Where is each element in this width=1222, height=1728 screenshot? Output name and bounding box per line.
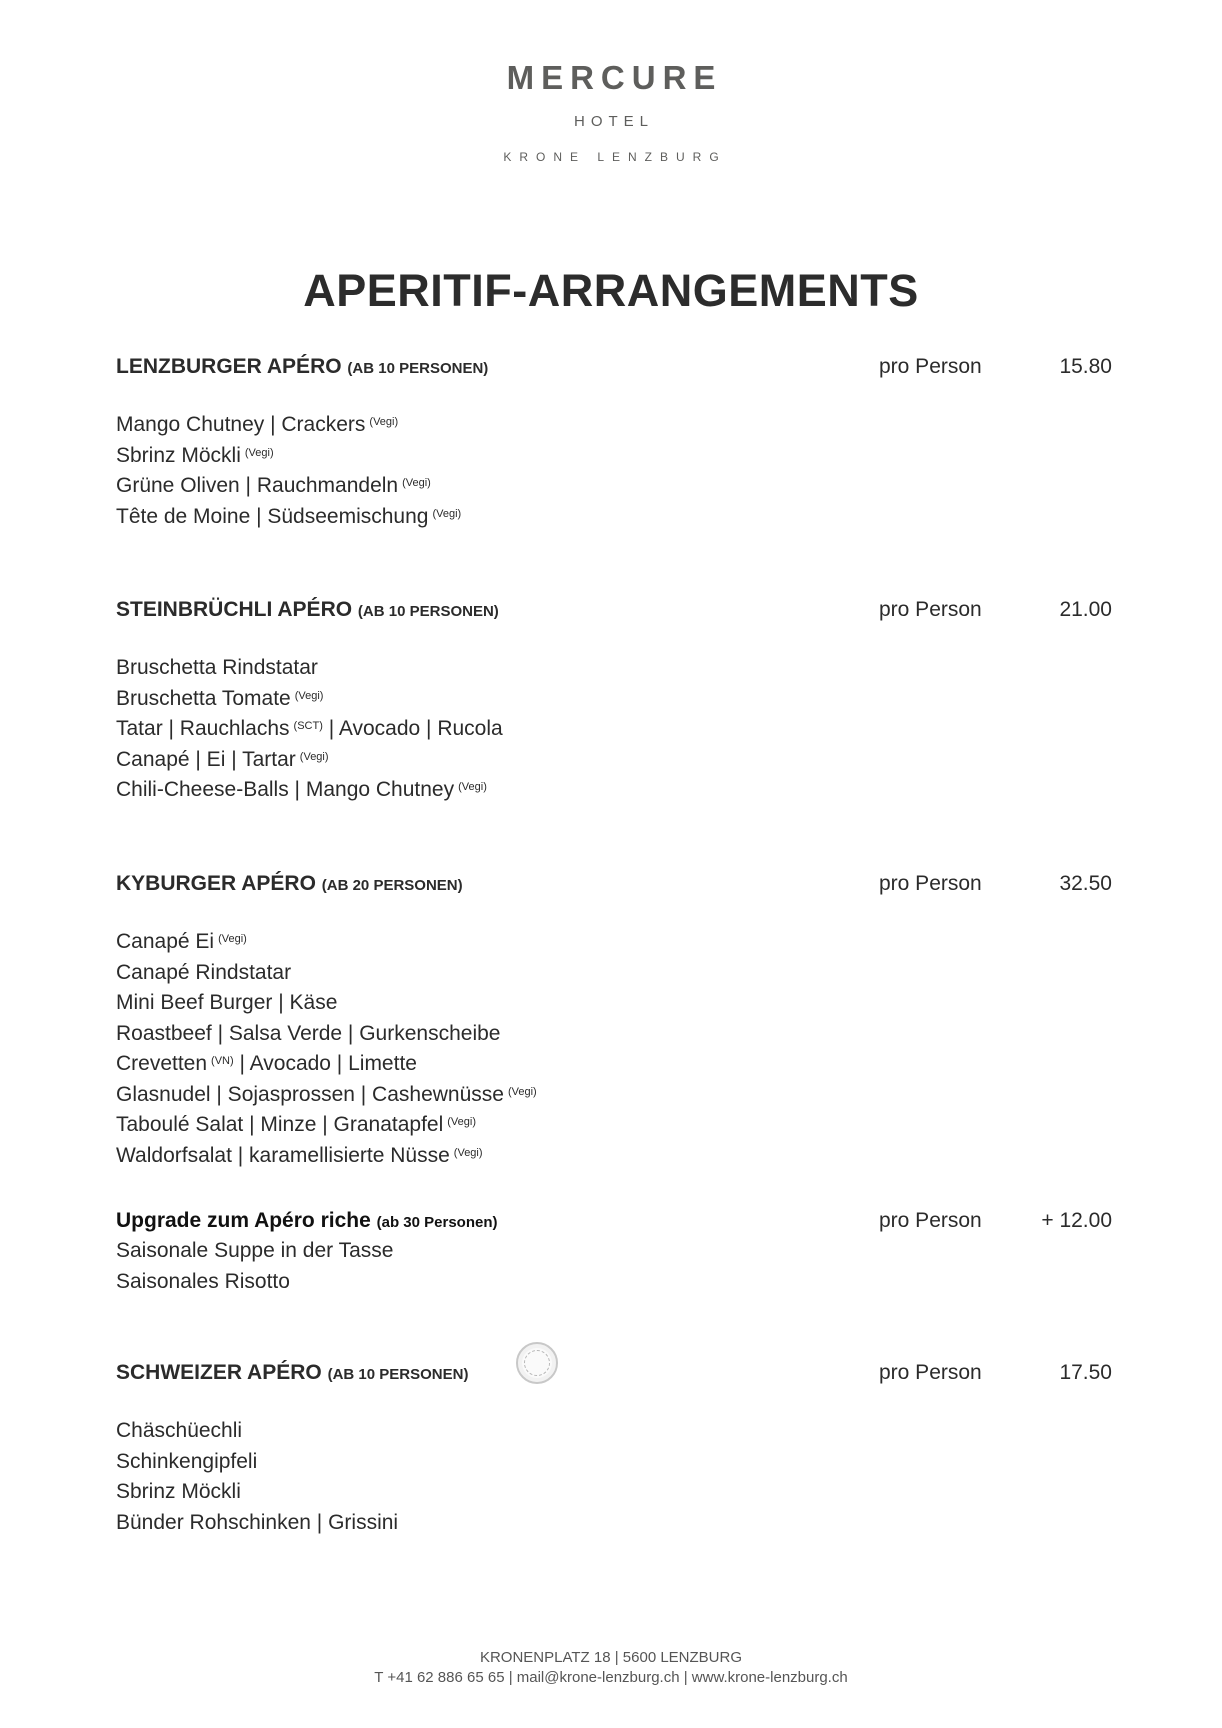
- list-item: Bruschetta Tomate $^{(Vegi)}$: [116, 686, 324, 710]
- section-steinbruechli: [116, 595, 1112, 806]
- list-item: Bünder Rohschinken | Grissini: [116, 1510, 399, 1534]
- discover-local-badge-icon: [516, 1342, 558, 1384]
- section-note: (AB 10 PERSONEN): [357, 603, 499, 620]
- item-list: [116, 653, 1112, 806]
- unit-label: pro Person: [879, 1209, 982, 1232]
- unit-label: pro Person: [879, 598, 982, 621]
- list-item: Waldorfsalat | karamellisierte Nüsse $^{(Vegi)}$: [116, 1143, 483, 1167]
- logo-brand: MERCURE: [506, 59, 723, 96]
- list-item: Canapé Ei $^{(Vegi)}$: [116, 930, 247, 953]
- price: 21.00: [1059, 598, 1112, 621]
- list-item: Saisonales Risotto: [116, 1269, 290, 1293]
- list-item: Glasnudel | Sojasprossen | Cashewnüsse $^{(Vegi)}$: [116, 1082, 537, 1106]
- footer: [0, 1648, 1222, 1688]
- section-header: [116, 1206, 1112, 1236]
- section-header: [116, 869, 1112, 899]
- section-header: [116, 352, 1112, 382]
- list-item: Crevetten $^{(VN)}$ | Avocado | Limette: [116, 1052, 417, 1075]
- section-lenzburger: [116, 352, 1112, 532]
- list-item: Saisonale Suppe in der Tasse: [116, 1239, 394, 1262]
- list-item: Sbrinz Möckli $^{(Vegi)}$: [116, 443, 274, 467]
- logo-location: KRONE LENZBURG: [503, 150, 727, 164]
- unit-label: pro Person: [879, 355, 982, 378]
- footer-address: KRONENPLATZ 18 | 5600 LENZBURG: [479, 1649, 743, 1666]
- logo-sub: HOTEL: [573, 113, 654, 130]
- list-item: Tête de Moine | Südseemischung $^{(Vegi)}$: [116, 504, 462, 528]
- item-list: [116, 410, 1112, 532]
- item-list: [116, 927, 1112, 1171]
- page-title: APERITIF-ARRANGEMENTS: [303, 265, 919, 316]
- section-note: (ab 30 Personen): [376, 1214, 498, 1231]
- price: + 12.00: [1041, 1209, 1112, 1232]
- section-kyburger: [116, 869, 1112, 1171]
- list-item: Mango Chutney | Crackers $^{(Vegi)}$: [116, 413, 399, 436]
- section-title: Upgrade zum Apéro riche (ab 30 Personen): [116, 1209, 498, 1232]
- section-schweizer: [116, 1358, 1112, 1538]
- list-item: Schinkengipfeli: [116, 1449, 258, 1473]
- section-title: LENZBURGER APÉRO (AB 10 PERSONEN): [116, 355, 489, 378]
- list-item: Chäschüechli: [116, 1419, 243, 1442]
- section-header: [116, 595, 1112, 625]
- unit-label: pro Person: [879, 872, 982, 895]
- footer-contact: T +41 62 886 65 65 | mail@krone-lenzburg.ch | www.krone-lenzburg.ch: [374, 1669, 848, 1686]
- list-item: Taboulé Salat | Minze | Granatapfel $^{(Vegi)}$: [116, 1113, 477, 1136]
- section-header: [116, 1358, 1112, 1388]
- section-upgrade: [116, 1206, 1112, 1297]
- unit-label: pro Person: [879, 1361, 982, 1384]
- list-item: Roastbeef | Salsa Verde | Gurkenscheibe: [116, 1021, 501, 1045]
- hotel-logo: [0, 58, 1222, 164]
- section-note: (AB 20 PERSONEN): [321, 877, 463, 894]
- section-note: (AB 10 PERSONEN): [347, 360, 489, 377]
- list-item: Tatar | Rauchlachs $^{(SCT)}$ | Avocado | Rucola: [116, 717, 503, 740]
- price: 17.50: [1059, 1361, 1112, 1384]
- list-item: Chili-Cheese-Balls | Mango Chutney $^{(Vegi)}$: [116, 778, 487, 801]
- item-list: [116, 1236, 1112, 1297]
- list-item: Mini Beef Burger | Käse: [116, 991, 338, 1014]
- list-item: Bruschetta Rindstatar: [116, 656, 318, 679]
- section-title: STEINBRÜCHLI APÉRO (AB 10 PERSONEN): [116, 598, 499, 621]
- section-title: KYBURGER APÉRO (AB 20 PERSONEN): [116, 872, 463, 895]
- list-item: Sbrinz Möckli: [116, 1480, 241, 1503]
- price: 32.50: [1059, 872, 1112, 895]
- item-list: [116, 1416, 1112, 1538]
- section-note: (AB 10 PERSONEN): [327, 1366, 469, 1383]
- section-title: SCHWEIZER APÉRO (AB 10 PERSONEN): [116, 1361, 469, 1384]
- price: 15.80: [1059, 355, 1112, 378]
- list-item: Canapé | Ei | Tartar $^{(Vegi)}$: [116, 747, 329, 771]
- list-item: Grüne Oliven | Rauchmandeln $^{(Vegi)}$: [116, 474, 431, 497]
- list-item: Canapé Rindstatar: [116, 960, 292, 984]
